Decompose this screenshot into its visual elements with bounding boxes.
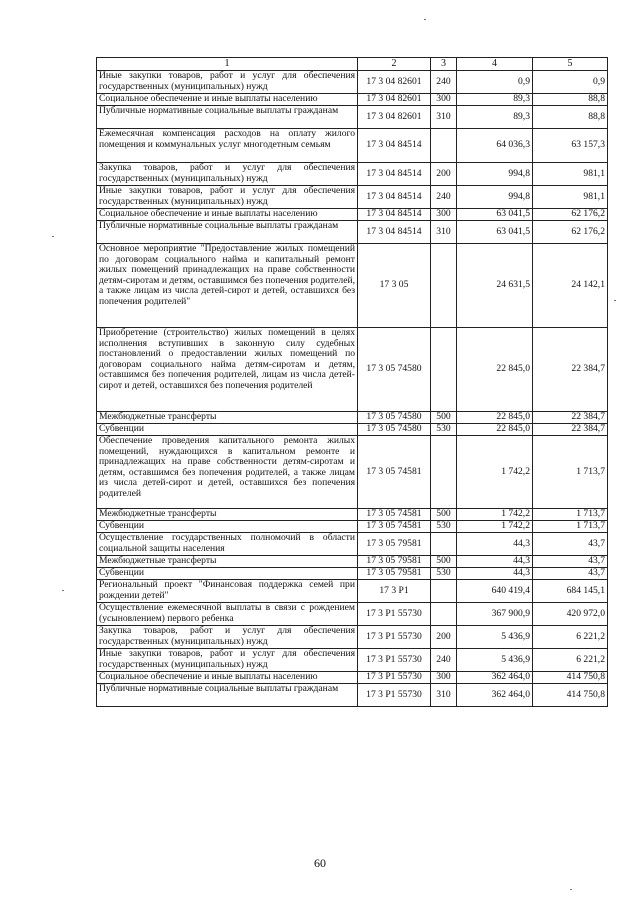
table-row [97, 328, 608, 412]
row-value-1: 44,3 [457, 556, 533, 568]
row-name: Иные закупки товаров, работ и услуг для обеспечения государственных (муниципальных) нужд [97, 71, 358, 94]
row-code: 17 3 05 74580 [358, 412, 431, 424]
table-row [97, 221, 608, 244]
row-value-1: 994,8 [457, 186, 533, 209]
row-name: Субвенции [97, 424, 358, 436]
row-vr [431, 533, 457, 556]
row-name: Обеспечение проведения капитального ремонта жилых помещений, нуждающихся в капитальном ремонте и принадлежащих на праве собственности детям-сиротам и детям, оставшимся без попечения родителей, а также лицам из числа детей-сирот и детей, оставшихся без попечения родителей [97, 436, 358, 509]
row-code: 17 3 04 84514 [358, 186, 431, 209]
row-code: 17 3 P1 [358, 580, 431, 603]
row-value-2: 63 157,3 [533, 129, 608, 163]
row-code: 17 3 05 74580 [358, 328, 431, 412]
row-value-2: 62 176,2 [533, 209, 608, 221]
row-name: Субвенции [97, 568, 358, 580]
row-code: 17 3 04 84514 [358, 209, 431, 221]
row-name: Региональный проект "Финансовая поддержка семей при рождении детей" [97, 580, 358, 603]
row-vr: 310 [431, 221, 457, 244]
header-col-3: 3 [431, 58, 457, 71]
row-value-1: 89,3 [457, 94, 533, 106]
row-value-2: 0,9 [533, 71, 608, 94]
row-vr: 200 [431, 626, 457, 649]
table-row [97, 129, 608, 163]
table-row [97, 424, 608, 436]
row-code: 17 3 04 84514 [358, 129, 431, 163]
row-value-1: 0,9 [457, 71, 533, 94]
row-name: Социальное обеспечение и иные выплаты населению [97, 672, 358, 684]
row-vr: 200 [431, 163, 457, 186]
row-value-1: 44,3 [457, 533, 533, 556]
row-vr: 310 [431, 684, 457, 707]
row-code: 17 3 P1 55730 [358, 603, 431, 626]
row-vr: 500 [431, 412, 457, 424]
row-name: Ежемесячная компенсация расходов на оплату жилого помещения и коммунальных услуг многодетным семьям [97, 129, 358, 163]
row-vr [431, 436, 457, 509]
row-value-1: 362 464,0 [457, 684, 533, 707]
row-value-2: 6 221,2 [533, 649, 608, 672]
row-code: 17 3 05 79581 [358, 556, 431, 568]
row-code: 17 3 P1 55730 [358, 626, 431, 649]
row-name: Иные закупки товаров, работ и услуг для обеспечения государственных (муниципальных) нужд [97, 649, 358, 672]
budget-table [96, 57, 608, 707]
page-number: 60 [314, 856, 326, 870]
row-vr: 300 [431, 672, 457, 684]
row-name: Межбюджетные трансферты [97, 412, 358, 424]
row-value-1: 63 041,5 [457, 209, 533, 221]
row-value-1: 1 742,2 [457, 509, 533, 521]
row-name: Субвенции [97, 521, 358, 533]
row-value-1: 89,3 [457, 106, 533, 129]
row-vr: 300 [431, 209, 457, 221]
table-row [97, 436, 608, 509]
row-value-2: 414 750,8 [533, 684, 608, 707]
row-vr: 240 [431, 186, 457, 209]
row-code: 17 3 P1 55730 [358, 649, 431, 672]
row-value-2: 22 384,7 [533, 424, 608, 436]
table-row [97, 163, 608, 186]
row-code: 17 3 P1 55730 [358, 672, 431, 684]
row-value-2: 43,7 [533, 533, 608, 556]
scan-speck [424, 19, 426, 20]
row-vr: 240 [431, 649, 457, 672]
row-value-1: 5 436,9 [457, 626, 533, 649]
row-name: Социальное обеспечение и иные выплаты населению [97, 209, 358, 221]
row-name: Межбюджетные трансферты [97, 509, 358, 521]
row-code: 17 3 04 82601 [358, 106, 431, 129]
table-row [97, 509, 608, 521]
table-row [97, 94, 608, 106]
row-name: Межбюджетные трансферты [97, 556, 358, 568]
row-value-2: 88,8 [533, 106, 608, 129]
row-value-2: 24 142,1 [533, 244, 608, 328]
row-code: 17 3 05 74581 [358, 509, 431, 521]
row-value-1: 5 436,9 [457, 649, 533, 672]
table-row [97, 412, 608, 424]
row-code: 17 3 04 82601 [358, 94, 431, 106]
table-row [97, 556, 608, 568]
row-name: Иные закупки товаров, работ и услуг для обеспечения государственных (муниципальных) нужд [97, 186, 358, 209]
row-name: Публичные нормативные социальные выплаты гражданам [97, 221, 358, 244]
row-name: Публичные нормативные социальные выплаты гражданам [97, 684, 358, 707]
header-row [97, 58, 608, 71]
header-col-1: 1 [97, 58, 358, 71]
table-row [97, 186, 608, 209]
row-value-2: 684 145,1 [533, 580, 608, 603]
row-vr: 240 [431, 71, 457, 94]
row-vr: 500 [431, 556, 457, 568]
table-row [97, 71, 608, 94]
row-name: Осуществление ежемесячной выплаты в связи с рождением (усыновлением) первого ребенка [97, 603, 358, 626]
row-value-2: 43,7 [533, 556, 608, 568]
row-value-1: 63 041,5 [457, 221, 533, 244]
scan-speck [570, 889, 572, 890]
row-vr: 530 [431, 568, 457, 580]
row-vr [431, 580, 457, 603]
row-name: Закупка товаров, работ и услуг для обеспечения государственных (муниципальных) нужд [97, 626, 358, 649]
table-row [97, 106, 608, 129]
row-vr [431, 328, 457, 412]
row-vr: 530 [431, 424, 457, 436]
header-col-5: 5 [533, 58, 608, 71]
header-col-2: 2 [358, 58, 431, 71]
row-value-1: 44,3 [457, 568, 533, 580]
table-row [97, 244, 608, 328]
row-vr [431, 603, 457, 626]
row-vr: 500 [431, 509, 457, 521]
row-value-2: 414 750,8 [533, 672, 608, 684]
row-name: Приобретение (строительство) жилых помещений в целях исполнения вступивших в законную силу судебных постановлений о предоставлении жилых помещений по договорам социального найма детям-сиротам и детям, оставшимся без попечения родителей, лицам из числа детей-сирот и детей, оставшихся без попечения родителей [97, 328, 358, 412]
row-value-2: 62 176,2 [533, 221, 608, 244]
row-value-1: 640 419,4 [457, 580, 533, 603]
row-code: 17 3 05 [358, 244, 431, 328]
row-name: Социальное обеспечение и иные выплаты населению [97, 94, 358, 106]
row-value-1: 1 742,2 [457, 521, 533, 533]
table-row [97, 209, 608, 221]
table-row [97, 672, 608, 684]
row-value-1: 64 036,3 [457, 129, 533, 163]
row-value-1: 367 900,9 [457, 603, 533, 626]
row-code: 17 3 P1 55730 [358, 684, 431, 707]
row-code: 17 3 05 79581 [358, 533, 431, 556]
row-value-2: 981,1 [533, 163, 608, 186]
header-col-4: 4 [457, 58, 533, 71]
table-row [97, 533, 608, 556]
row-vr [431, 129, 457, 163]
table-row [97, 684, 608, 707]
row-code: 17 3 04 82601 [358, 71, 431, 94]
row-value-1: 22 845,0 [457, 328, 533, 412]
table-body [97, 58, 608, 707]
table-row [97, 649, 608, 672]
row-name: Публичные нормативные социальные выплаты гражданам [97, 106, 358, 129]
table-row [97, 626, 608, 649]
row-value-2: 1 713,7 [533, 521, 608, 533]
row-value-2: 22 384,7 [533, 328, 608, 412]
row-vr [431, 244, 457, 328]
row-value-1: 22 845,0 [457, 424, 533, 436]
row-code: 17 3 05 74581 [358, 521, 431, 533]
row-name: Закупка товаров, работ и услуг для обеспечения государственных (муниципальных) нужд [97, 163, 358, 186]
scan-speck [52, 236, 54, 237]
row-value-2: 420 972,0 [533, 603, 608, 626]
row-value-1: 362 464,0 [457, 672, 533, 684]
row-vr: 530 [431, 521, 457, 533]
row-vr: 300 [431, 94, 457, 106]
scan-speck [62, 590, 64, 591]
row-name: Основное мероприятие "Предоставление жилых помещений по договорам социального найма и капитальный ремонт жилых помещений принадлежащих на праве собственности детям-сиротам и детям, оставшимся без попечения родителей, а также лицам из числа детей-сирот и детей, оставшихся без попечения родителей" [97, 244, 358, 328]
row-value-1: 22 845,0 [457, 412, 533, 424]
row-vr: 310 [431, 106, 457, 129]
row-value-2: 88,8 [533, 94, 608, 106]
row-code: 17 3 05 79581 [358, 568, 431, 580]
row-value-2: 981,1 [533, 186, 608, 209]
row-value-2: 1 713,7 [533, 509, 608, 521]
table-row [97, 603, 608, 626]
scan-speck [614, 300, 616, 301]
row-value-1: 1 742,2 [457, 436, 533, 509]
table-row [97, 580, 608, 603]
table-row [97, 568, 608, 580]
table-row [97, 521, 608, 533]
row-code: 17 3 04 84514 [358, 221, 431, 244]
row-value-2: 22 384,7 [533, 412, 608, 424]
row-value-1: 24 631,5 [457, 244, 533, 328]
row-code: 17 3 05 74580 [358, 424, 431, 436]
row-name: Осуществление государственных полномочий в области социальной защиты населения [97, 533, 358, 556]
row-value-2: 6 221,2 [533, 626, 608, 649]
row-code: 17 3 04 84514 [358, 163, 431, 186]
row-value-2: 43,7 [533, 568, 608, 580]
row-value-1: 994,8 [457, 163, 533, 186]
row-value-2: 1 713,7 [533, 436, 608, 509]
row-code: 17 3 05 74581 [358, 436, 431, 509]
